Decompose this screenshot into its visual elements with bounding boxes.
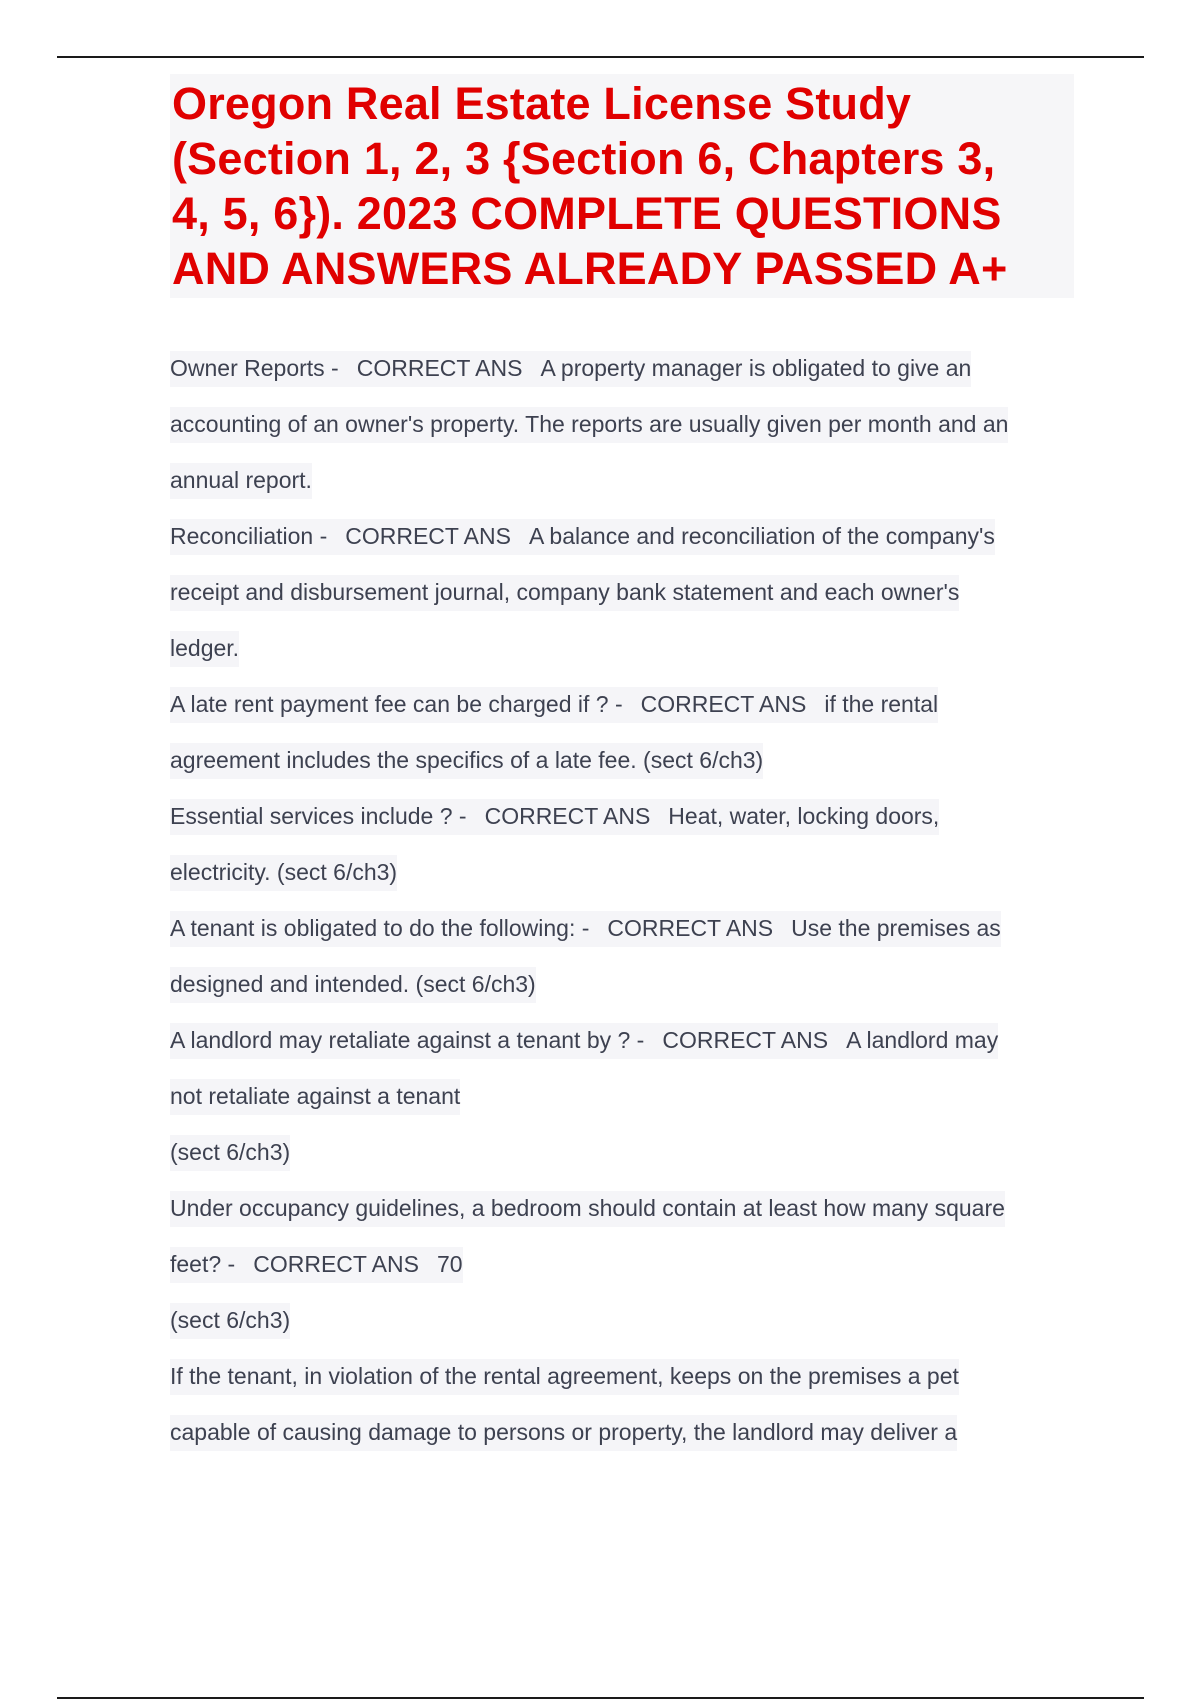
qa-list <box>170 340 1080 1460</box>
qa-line <box>170 452 1080 508</box>
question: A late rent payment fee can be charged if ? - <box>170 691 623 717</box>
answer-continuation: receipt and disbursement journal, company bank statement and each owner's <box>170 575 959 611</box>
answer: Heat, water, locking doors, <box>668 803 940 829</box>
question: Essential services include ? - <box>170 803 467 829</box>
qa-line <box>170 340 1080 396</box>
answer-label: CORRECT ANS <box>345 523 511 549</box>
answer-label: CORRECT ANS <box>253 1251 419 1277</box>
question: feet? - <box>170 1251 236 1277</box>
answer-label: CORRECT ANS <box>356 355 523 381</box>
bottom-rule <box>57 1697 1144 1699</box>
title-line-2: (Section 1, 2, 3 {Section 6, Chapters 3, <box>172 133 996 184</box>
qa-line <box>170 1348 1080 1404</box>
qa-line <box>170 1404 1080 1460</box>
qa-line <box>170 620 1080 676</box>
answer: if the rental <box>824 691 939 717</box>
qa-line <box>170 676 1080 732</box>
qa-line <box>170 956 1080 1012</box>
title-line-3: 4, 5, 6}). 2023 COMPLETE QUESTIONS <box>172 188 1002 239</box>
top-rule <box>57 56 1144 58</box>
title-line-1: Oregon Real Estate License Study <box>172 78 912 129</box>
answer: A balance and reconciliation of the company's <box>528 523 995 549</box>
answer-label: CORRECT ANS <box>662 1027 829 1053</box>
qa-line <box>170 844 1080 900</box>
qa-line <box>170 1012 1080 1068</box>
question: Reconciliation - <box>170 523 328 549</box>
title-line-4: AND ANSWERS ALREADY PASSED A+ <box>172 243 1008 294</box>
question: If the tenant, in violation of the rental agreement, keeps on the premises a pet <box>170 1359 959 1395</box>
answer: Use the premises as <box>791 915 1001 941</box>
qa-line <box>170 1180 1080 1236</box>
answer: A landlord may <box>846 1027 999 1053</box>
answer-continuation: agreement includes the specifics of a late fee. (sect 6/ch3) <box>170 743 763 779</box>
answer-continuation: (sect 6/ch3) <box>170 1135 290 1171</box>
question: Under occupancy guidelines, a bedroom should contain at least how many square <box>170 1191 1005 1227</box>
answer: A property manager is obligated to give an <box>540 355 972 381</box>
answer-label: CORRECT ANS <box>484 803 651 829</box>
answer-label: CORRECT ANS <box>607 915 774 941</box>
qa-line <box>170 396 1080 452</box>
answer-continuation: accounting of an owner's property. The reports are usually given per month and an <box>170 407 1008 443</box>
answer-continuation: (sect 6/ch3) <box>170 1303 290 1339</box>
qa-line <box>170 788 1080 844</box>
answer-continuation: ledger. <box>170 631 239 667</box>
qa-line <box>170 1292 1080 1348</box>
qa-line <box>170 508 1080 564</box>
answer-continuation: annual report. <box>170 463 312 499</box>
qa-line <box>170 732 1080 788</box>
qa-line <box>170 1068 1080 1124</box>
qa-line <box>170 1124 1080 1180</box>
answer-continuation: electricity. (sect 6/ch3) <box>170 855 397 891</box>
question: A landlord may retaliate against a tenant by ? - <box>170 1027 645 1053</box>
answer-label: CORRECT ANS <box>640 691 807 717</box>
question: capable of causing damage to persons or property, the landlord may deliver a <box>170 1415 957 1451</box>
answer-continuation: not retaliate against a tenant <box>170 1079 460 1115</box>
answer-continuation: designed and intended. (sect 6/ch3) <box>170 967 536 1003</box>
qa-line <box>170 1236 1080 1292</box>
answer: 70 <box>436 1251 463 1277</box>
question: Owner Reports - <box>170 355 339 381</box>
qa-line <box>170 564 1080 620</box>
qa-line <box>170 900 1080 956</box>
question: A tenant is obligated to do the following: - <box>170 915 590 941</box>
document-title <box>170 74 1074 298</box>
